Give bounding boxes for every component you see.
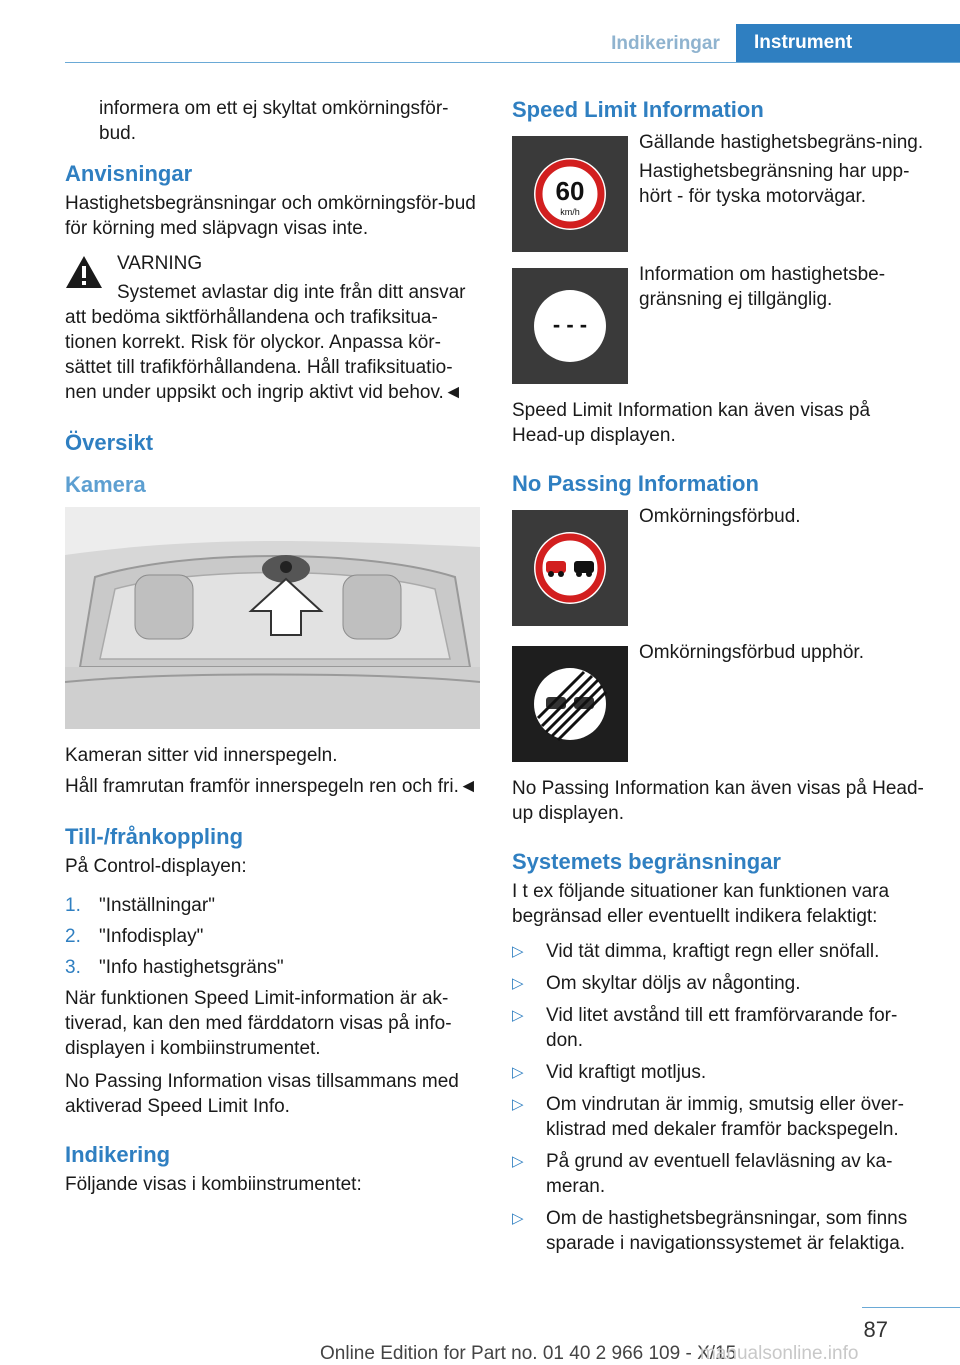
camera-text-2: Håll framrutan framför innerspegeln ren och fri.◄ bbox=[65, 776, 478, 797]
till-heading: Till-/frånkoppling bbox=[65, 824, 244, 849]
sign4-text: Omkörningsförbud upphör. bbox=[639, 642, 864, 663]
limits-heading: Systemets begränsningar bbox=[512, 849, 781, 874]
till-text: På Control-displayen: bbox=[65, 856, 247, 877]
triangle-bullet-icon: ▷ bbox=[512, 1007, 524, 1024]
anvisningar-heading: Anvisningar bbox=[65, 161, 193, 186]
watermark: manualsonline.info bbox=[700, 1343, 859, 1364]
anvisningar-text: Hastighetsbegränsningar och omkörningsför-bud för körning med släpvagn visas inte. bbox=[65, 193, 476, 239]
warning-icon bbox=[65, 255, 103, 289]
left-column bbox=[65, 96, 480, 1205]
sign1-text-1: Gällande hastighetsbegräns-ning. bbox=[639, 132, 924, 153]
list-item: ▷ Om skyltar döljs av någonting. bbox=[512, 973, 801, 994]
sign-row-no-passing bbox=[512, 506, 927, 630]
list-item: ▷ Vid tät dimma, kraftigt regn eller snöfall. bbox=[512, 941, 880, 962]
sign-text-no-passing bbox=[639, 504, 929, 537]
indikering-heading: Indikering bbox=[65, 1142, 171, 1167]
sli-heading: Speed Limit Information bbox=[512, 97, 764, 122]
npi-hud-text: No Passing Information kan även visas på Head-up displayen. bbox=[512, 778, 924, 824]
speed-limit-unavailable-sign-image bbox=[512, 268, 628, 384]
sli-hud-text: Speed Limit Information kan även visas på Head-up displayen. bbox=[512, 400, 871, 446]
till-para-1: När funktionen Speed Limit-information är ak-tiverad, kan den med färddatorn visas på info-displayen i kombiinstrumentet. bbox=[65, 988, 452, 1059]
sign-text-unknown bbox=[639, 262, 929, 320]
list-item: ▷ Om de hastighetsbegränsningar, som finns sparade i navigationssystemet är felaktiga. bbox=[512, 1208, 908, 1254]
list-item: ▷ På grund av eventuell felavläsning av ka-meran. bbox=[512, 1151, 893, 1197]
triangle-bullet-icon: ▷ bbox=[512, 1096, 524, 1113]
triangle-bullet-icon: ▷ bbox=[512, 943, 524, 960]
sign-row-no-passing-end bbox=[512, 642, 927, 766]
edition-footer: Online Edition for Part no. 01 40 2 966 109 - X/15 bbox=[320, 1343, 737, 1364]
sign-row-unknown bbox=[512, 264, 927, 388]
npi-heading: No Passing Information bbox=[512, 471, 759, 496]
kamera-heading: Kamera bbox=[65, 472, 146, 497]
camera-location-image bbox=[65, 507, 480, 729]
list-item: ▷ Om vindrutan är immig, smutsig eller över-klistrad med dekaler framför backspegeln. bbox=[512, 1094, 904, 1140]
list-item: ▷ Vid kraftigt motljus. bbox=[512, 1062, 707, 1083]
triangle-bullet-icon: ▷ bbox=[512, 1064, 524, 1081]
intro-text: informera om ett ej skyltat omkörningsför-bud. bbox=[99, 98, 449, 144]
sign-text-no-passing-end bbox=[639, 640, 929, 673]
till-para-2: No Passing Information visas tillsammans med aktiverad Speed Limit Info. bbox=[65, 1071, 459, 1117]
page-number: 87 bbox=[863, 1317, 888, 1342]
triangle-bullet-icon: ▷ bbox=[512, 975, 524, 992]
sign1-text-2: Hastighetsbegränsning har upp-hört - för tyska motorvägar. bbox=[639, 161, 910, 207]
limits-intro: I t ex följande situationer kan funktionen vara begränsad eller eventuellt indikera felaktigt: bbox=[512, 881, 890, 927]
step-item: 3. "Info hastighetsgräns" bbox=[65, 957, 284, 978]
camera-text-1: Kameran sitter vid innerspegeln. bbox=[65, 745, 338, 766]
step-item: 1. "Inställningar" bbox=[65, 895, 215, 916]
right-column bbox=[512, 96, 927, 1263]
list-item: ▷ Vid litet avstånd till ett framförvarande for-don. bbox=[512, 1005, 898, 1051]
speed-limit-60-sign-image bbox=[512, 136, 628, 252]
header-tab-instrument[interactable]: Instrument bbox=[736, 24, 960, 62]
no-passing-end-sign-image bbox=[512, 646, 628, 762]
footer-rule bbox=[862, 1307, 960, 1308]
svg-text:km/h: km/h bbox=[560, 207, 580, 217]
no-passing-sign-image bbox=[512, 510, 628, 626]
svg-text:60: 60 bbox=[555, 176, 585, 206]
triangle-bullet-icon: ▷ bbox=[512, 1153, 524, 1170]
indikering-text: Följande visas i kombiinstrumentet: bbox=[65, 1174, 362, 1195]
oversikt-heading: Översikt bbox=[65, 430, 154, 455]
sign2-text: Information om hastighetsbe-gränsning ej tillgänglig. bbox=[639, 264, 886, 310]
step-item: 2. "Infodisplay" bbox=[65, 926, 204, 947]
sign-text-60 bbox=[639, 130, 929, 217]
svg-text:- - -: - - - bbox=[552, 312, 588, 337]
warning-text: Systemet avlastar dig inte från ditt ansvar att bedöma siktförhållandena och trafiksitua-tionen korrekt. Risk för olyckor. Anpassa kör-sättet till trafikförhållandena. Håll trafiksituatio-nen under uppsikt och ingrip aktivt vid behov.◄ bbox=[65, 282, 466, 403]
settings-steps bbox=[65, 893, 480, 980]
sign-row-60 bbox=[512, 132, 927, 256]
header-tab-indikeringar[interactable]: Indikeringar bbox=[611, 33, 720, 54]
header-rule bbox=[65, 62, 960, 63]
triangle-bullet-icon: ▷ bbox=[512, 1210, 524, 1227]
warning-label: VARNING bbox=[117, 253, 203, 274]
warning-block bbox=[65, 251, 480, 405]
sign3-text: Omkörningsförbud. bbox=[639, 506, 801, 527]
limits-list bbox=[512, 939, 927, 1256]
